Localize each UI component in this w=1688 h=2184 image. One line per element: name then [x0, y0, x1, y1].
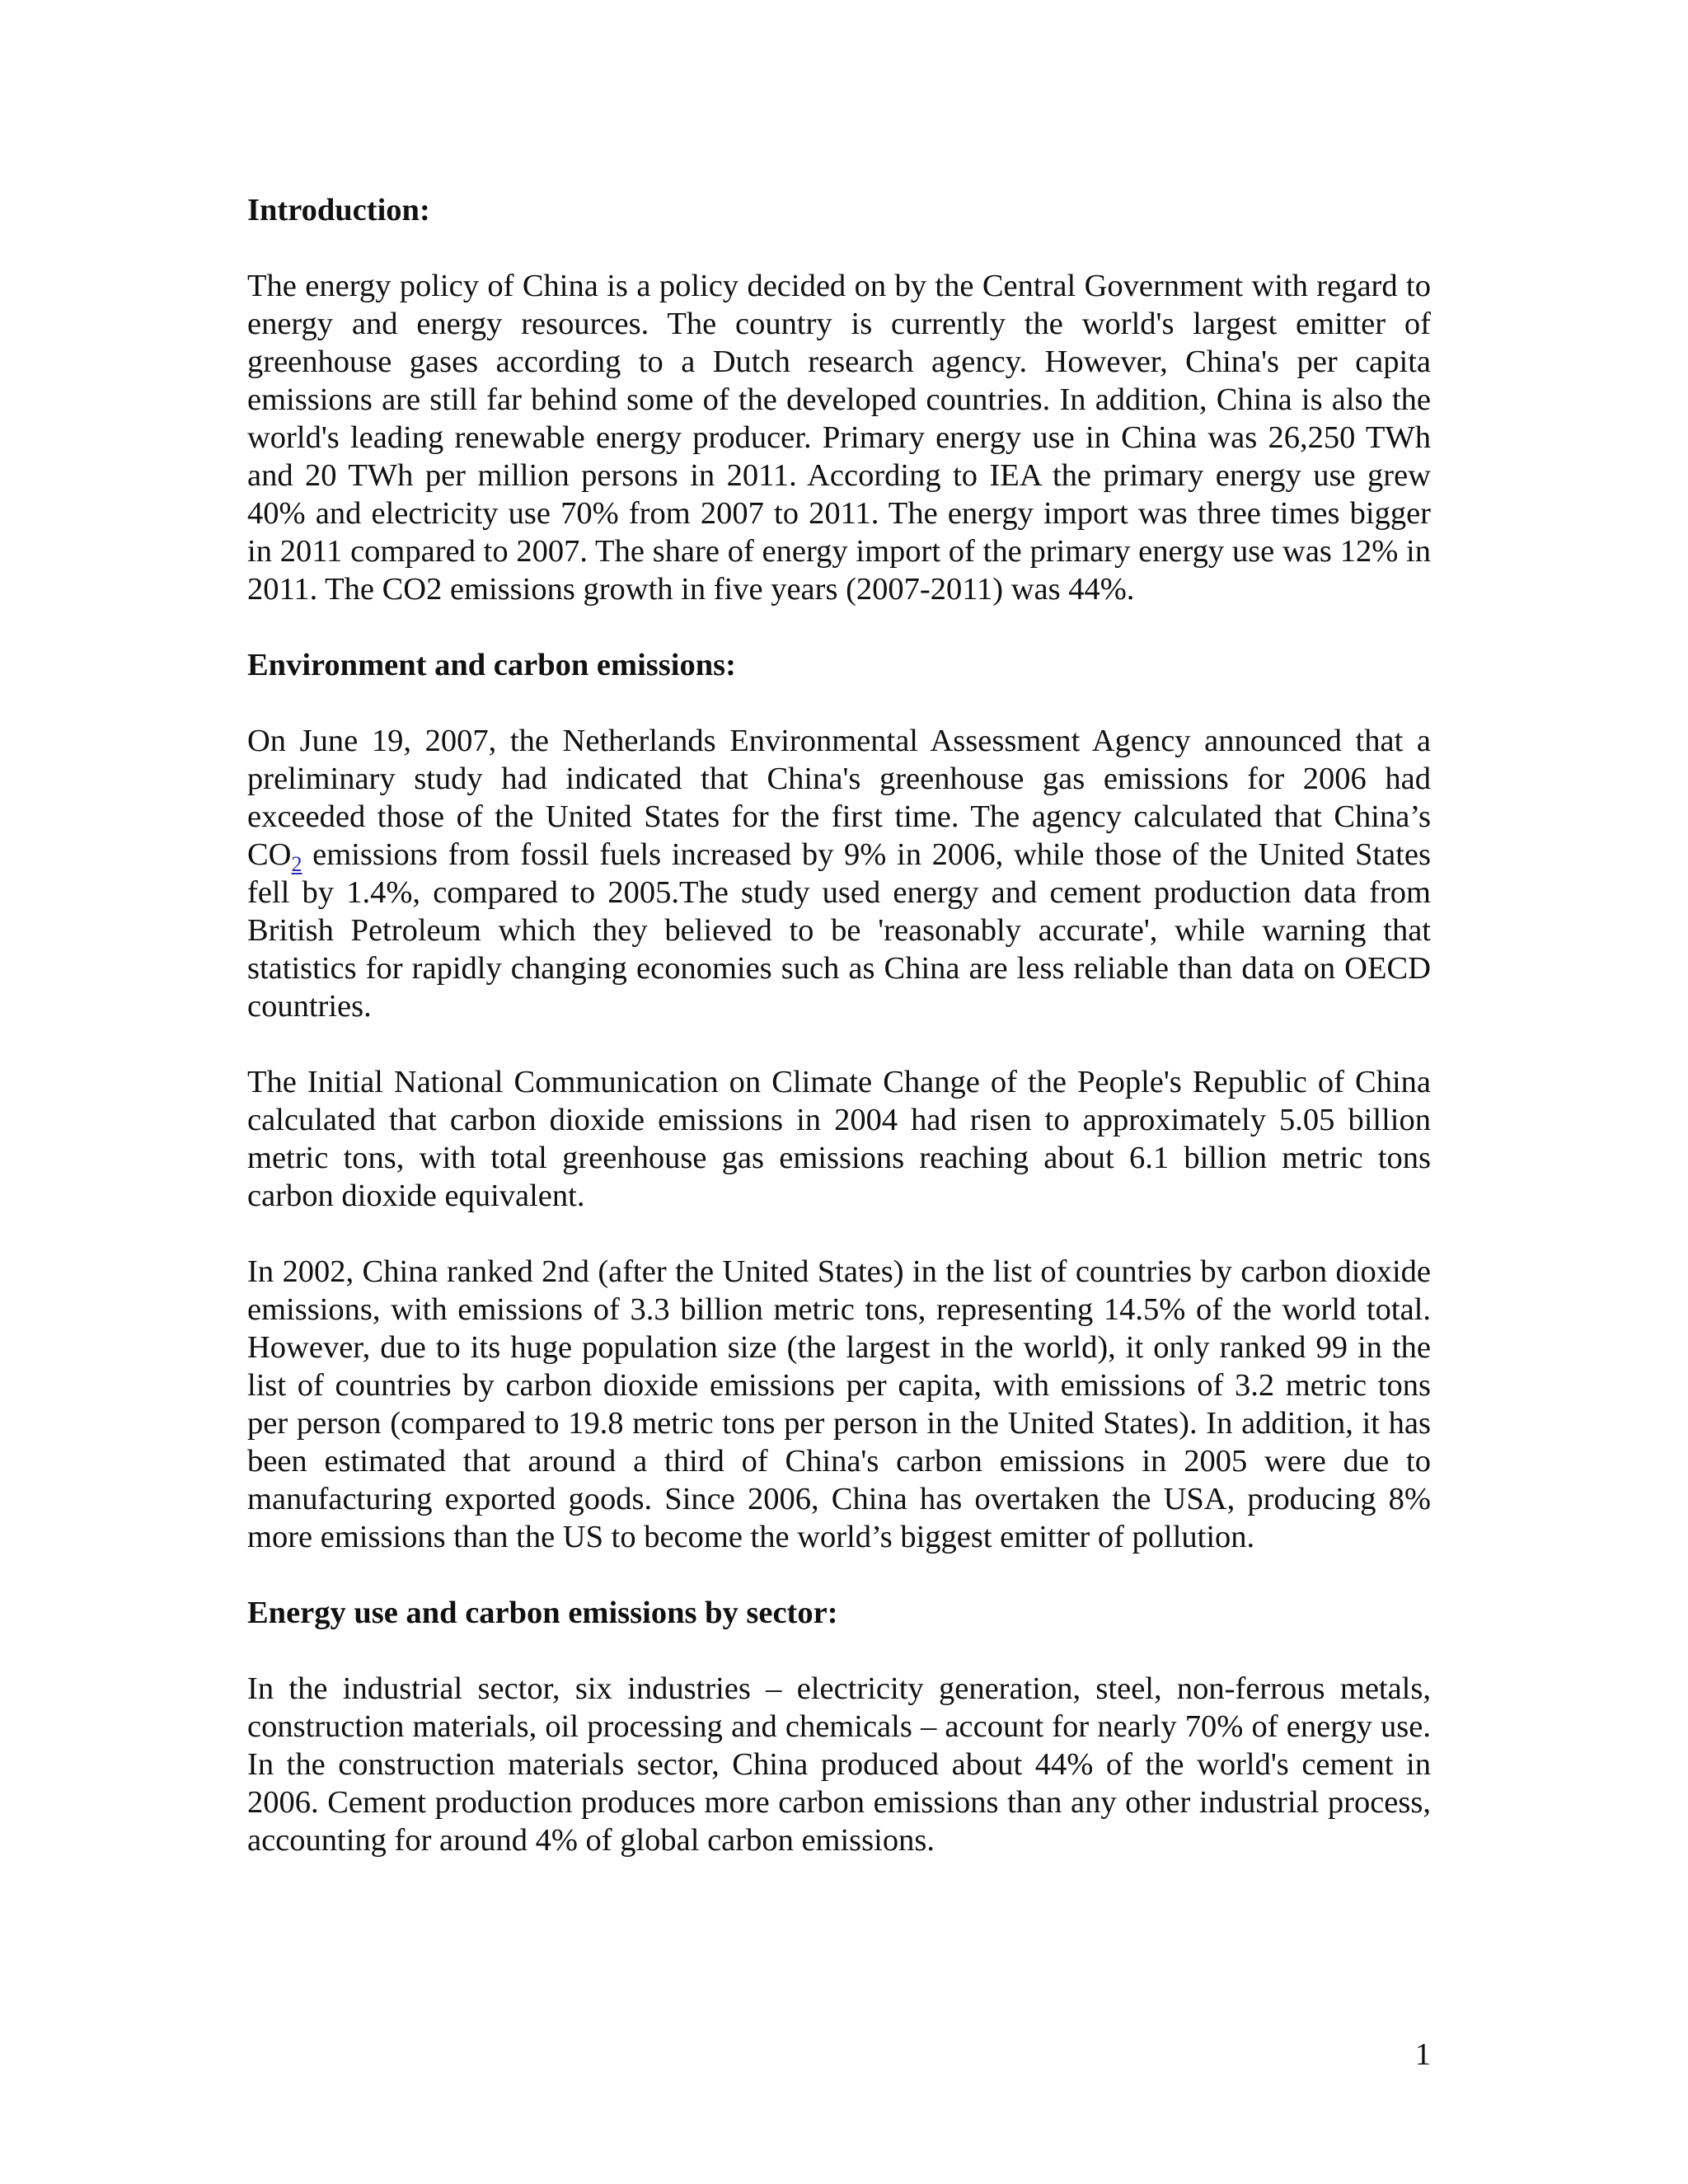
co2-paragraph-text-end: emissions from fossil fuels increased by 9% in 2006, while those of the United States fell by 1.4%, compared to 2005.The study used energy and cement production data from British Petroleum which they believed to be 'reasonably accurate', while warning that statistics for rapidly changing economies such as China are less reliable than data on OECD countries.	[247, 837, 1431, 1024]
co2-paragraph-text-start: On June 19, 2007, the Netherlands Environmental Assessment Agency announced that a preliminary study had indicated that China's greenhouse gas emissions for 2006 had exceeded those of the United States for the first time. The agency calculated that China’s CO	[247, 724, 1431, 872]
heading-introduction: Introduction:	[247, 193, 430, 227]
co2-subscript-link[interactable]: 2	[291, 852, 302, 876]
paragraph-2002-ranking: In 2002, China ranked 2nd (after the United States) in the list of countries by carbon dioxide emissions, with emissions of 3.3 billion metric tons, representing 14.5% of the world total. However, due to its huge population size (the largest in the world), it only ranked 99 in the list of countries by carbon dioxide emissions per capita, with emissions of 3.2 metric tons per person (compared to 19.8 metric tons per person in the United States). In addition, it has been estimated that around a third of China's carbon emissions in 2005 were due to manufacturing exported goods. Since 2006, China has overtaken the USA, producing 8% more emissions than the US to become the world’s biggest emitter of pollution.	[247, 1254, 1431, 1554]
paragraph-national-communication: The Initial National Communication on Climate Change of the People's Republic of China calculated that carbon dioxide emissions in 2004 had risen to approximately 5.05 billion metric tons, with total greenhouse gas emissions reaching about 6.1 billion metric tons carbon dioxide equivalent.	[247, 1065, 1431, 1213]
paragraph-industrial-sector: In the industrial sector, six industries – electricity generation, steel, non-ferrous metals, construction materials, oil processing and chemicals – account for nearly 70% of energy use. In the construction materials sector, China produced about 44% of the world's cement in 2006. Cement production produces more carbon emissions than any other industrial process, accounting for around 4% of global carbon emissions.	[247, 1671, 1431, 1858]
heading-environment-carbon-emissions: Environment and carbon emissions:	[247, 648, 736, 682]
page-number: 1	[1414, 2037, 1431, 2072]
document-body	[247, 191, 1431, 1859]
paragraph-introduction: The energy policy of China is a policy decided on by the Central Government with regard to energy and energy resources. The country is currently the world's largest emitter of greenhouse gases according to a Dutch research agency. However, China's per capita emissions are still far behind some of the developed countries. In addition, China is also the world's leading renewable energy producer. Primary energy use in China was 26,250 TWh and 20 TWh per million persons in 2011. According to IEA the primary energy use grew 40% and electricity use 70% from 2007 to 2011. The energy import was three times bigger in 2011 compared to 2007. The share of energy import of the primary energy use was 12% in 2011. The CO2 emissions growth in five years (2007-2011) was 44%.	[247, 269, 1431, 607]
heading-energy-use-by-sector: Energy use and carbon emissions by sector:	[247, 1596, 838, 1630]
paragraph-netherlands-study	[247, 722, 1431, 1025]
